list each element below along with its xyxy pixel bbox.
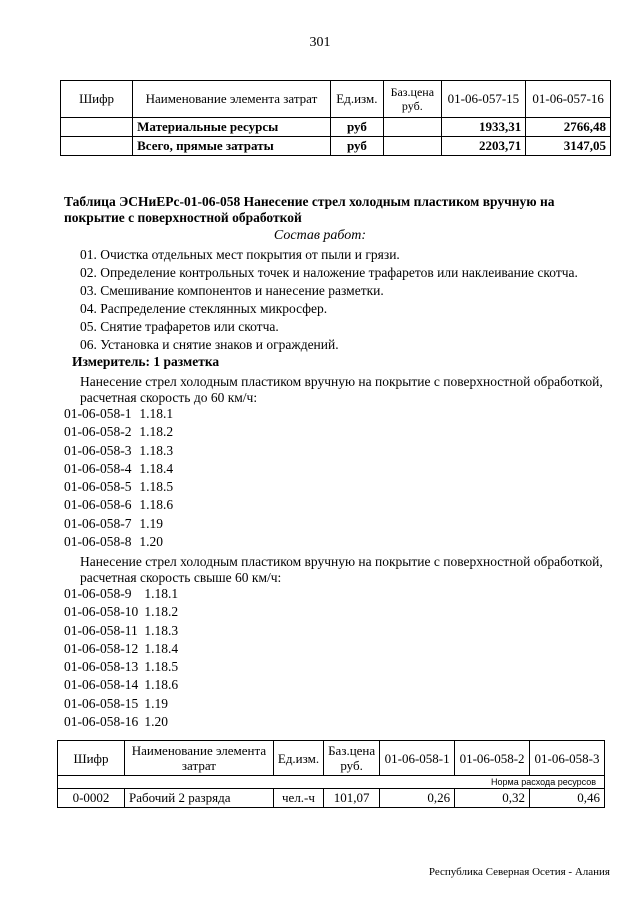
item-code: 01-06-058-10 — [64, 604, 139, 620]
list-item — [64, 423, 609, 441]
row-name: Рабочий 2 разряда — [124, 789, 273, 808]
item-ref: 1.18.1 — [144, 586, 179, 601]
row-unit: руб — [330, 118, 383, 137]
row-col2: 3147,05 — [526, 137, 611, 156]
row-col1: 0,26 — [380, 789, 455, 808]
item-code: 01-06-058-12 — [64, 640, 139, 656]
item-ref: 1.20 — [139, 534, 163, 550]
item-ref: 1.18.3 — [144, 622, 179, 638]
table-row — [58, 789, 605, 808]
item-code: 01-06-058-4 — [64, 460, 132, 476]
list-item — [64, 585, 609, 603]
item-ref: 1.18.6 — [144, 677, 179, 693]
list-item — [64, 515, 609, 533]
item-code: 01-06-058-3 — [64, 442, 132, 458]
list-item — [64, 676, 609, 694]
header-col1: 01-06-057-15 — [441, 81, 526, 118]
table-row — [61, 118, 611, 137]
row-code — [61, 137, 133, 156]
row-name: Всего, прямые затраты — [133, 137, 331, 156]
item-code: 01-06-058-1 — [64, 406, 132, 421]
item-ref: 1.19 — [144, 695, 168, 711]
item-code: 01-06-058-5 — [64, 479, 132, 495]
top-cost-table — [60, 80, 611, 156]
table-title: Таблица ЭСНиЕРс-01-06-058 Нанесение стрел холодным пластиком вручную на покрытие с поверхностной обработкой — [64, 194, 555, 225]
list-item — [64, 603, 609, 621]
group1-code-list — [64, 405, 609, 551]
item-code: 01-06-058-14 — [64, 677, 139, 693]
item-code: 01-06-058-9 — [64, 586, 132, 601]
item-code: 01-06-058-2 — [64, 424, 132, 440]
page-number: 301 — [309, 35, 331, 50]
list-item: 06. Установка и снятие знаков и ограждений. — [80, 337, 339, 352]
header-col2: 01-06-057-16 — [526, 81, 611, 118]
list-item — [64, 405, 609, 423]
meter-label: Измеритель: 1 разметка — [72, 354, 220, 369]
list-item — [64, 695, 609, 713]
group1-description: Нанесение стрел холодным пластиком вручную на покрытие с поверхностной обработкой, расчетная скорость до 60 км/ч: — [80, 374, 603, 405]
composition-heading: Состав работ: — [273, 228, 367, 243]
list-item — [64, 622, 609, 640]
works-list — [80, 246, 625, 354]
header-col1: 01-06-058-1 — [380, 741, 455, 776]
list-item — [64, 442, 609, 460]
item-code: 01-06-058-8 — [64, 534, 132, 550]
item-ref: 1.18.3 — [139, 442, 174, 458]
item-ref: 1.18.5 — [139, 479, 174, 495]
list-item — [64, 478, 609, 496]
bottom-resource-table — [57, 740, 605, 808]
header-code: Шифр — [61, 81, 133, 118]
item-code: 01-06-058-15 — [64, 695, 139, 711]
header-base-price: Баз.цена руб. — [384, 81, 442, 118]
item-ref: 1.18.5 — [144, 659, 179, 675]
row-base-price — [384, 137, 442, 156]
list-item — [64, 460, 609, 478]
list-item: 04. Распределение стеклянных микросфер. — [80, 301, 328, 316]
list-item — [64, 713, 609, 731]
item-code: 01-06-058-16 — [64, 714, 139, 730]
list-item: 02. Определение контрольных точек и наложение трафаретов или наклеивание скотча. — [80, 265, 578, 280]
header-name: Наименование элемента затрат — [133, 81, 331, 118]
row-col2: 2766,48 — [526, 118, 611, 137]
row-base-price: 101,07 — [324, 789, 380, 808]
item-ref: 1.20 — [144, 714, 168, 730]
row-name: Материальные ресурсы — [133, 118, 331, 137]
item-code: 01-06-058-6 — [64, 497, 132, 513]
list-item — [64, 533, 609, 551]
list-item: 05. Снятие трафаретов или скотча. — [80, 319, 279, 334]
item-ref: 1.18.2 — [139, 424, 174, 440]
item-ref: 1.19 — [139, 515, 163, 531]
table-row — [61, 137, 611, 156]
row-col3: 0,46 — [530, 789, 605, 808]
item-code: 01-06-058-7 — [64, 515, 132, 531]
item-ref: 1.18.6 — [139, 497, 174, 513]
norm-label: Норма расхода ресурсов — [58, 776, 605, 789]
header-unit: Ед.изм. — [273, 741, 323, 776]
item-code: 01-06-058-13 — [64, 659, 139, 675]
header-unit: Ед.изм. — [330, 81, 383, 118]
header-col2: 01-06-058-2 — [455, 741, 530, 776]
row-col1: 1933,31 — [441, 118, 526, 137]
row-code: 0-0002 — [58, 789, 125, 808]
row-base-price — [384, 118, 442, 137]
item-ref: 1.18.4 — [139, 460, 174, 476]
item-code: 01-06-058-11 — [64, 622, 138, 638]
header-base-price: Баз.цена руб. — [324, 741, 380, 776]
group2-description: Нанесение стрел холодным пластиком вручную на покрытие с поверхностной обработкой, расчетная скорость свыше 60 км/ч: — [80, 554, 603, 585]
item-ref: 1.18.4 — [144, 640, 179, 656]
item-ref: 1.18.1 — [139, 406, 174, 421]
row-col1: 2203,71 — [441, 137, 526, 156]
list-item — [64, 658, 609, 676]
list-item — [64, 496, 609, 514]
list-item — [64, 640, 609, 658]
header-code: Шифр — [58, 741, 125, 776]
row-unit: руб — [330, 137, 383, 156]
header-col3: 01-06-058-3 — [530, 741, 605, 776]
row-col2: 0,32 — [455, 789, 530, 808]
norm-row — [58, 776, 605, 789]
item-ref: 1.18.2 — [144, 604, 179, 620]
row-code — [61, 118, 133, 137]
header-name: Наименование элемента затрат — [124, 741, 273, 776]
table-header-row — [58, 741, 605, 776]
footer-region: Республика Северная Осетия - Алания — [428, 866, 610, 878]
list-item: 01. Очистка отдельных мест покрытия от пыли и грязи. — [80, 247, 400, 262]
group2-code-list — [64, 585, 609, 731]
list-item: 03. Смешивание компонентов и нанесение разметки. — [80, 283, 384, 298]
table-header-row — [61, 81, 611, 118]
row-unit: чел.-ч — [273, 789, 323, 808]
